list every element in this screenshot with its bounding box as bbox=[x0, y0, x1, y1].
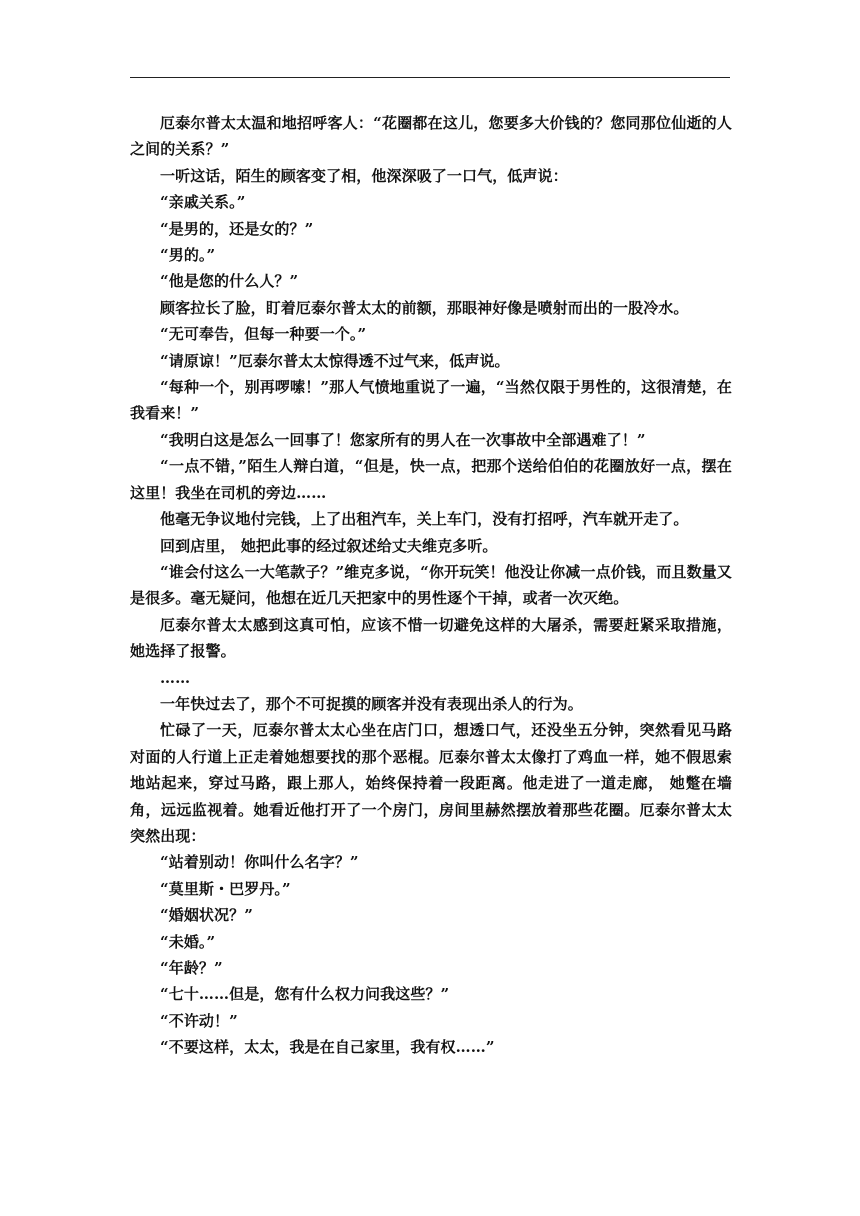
dialogue-line: “不许动！” bbox=[160, 1011, 238, 1030]
dialogue-line: “是男的，还是女的？” bbox=[160, 219, 314, 238]
dialogue-line: “不要这样，太太，我是在自己家里，我有权……” bbox=[160, 1038, 495, 1057]
dialogue-line: “他是您的什么人？” bbox=[160, 272, 299, 291]
story-text bbox=[130, 110, 732, 1061]
dialogue-line: “未婚。” bbox=[160, 932, 216, 951]
ellipsis-break: …… bbox=[160, 668, 191, 687]
dialogue-line: “七十……但是，您有什么权力问我这些？” bbox=[160, 985, 450, 1004]
dialogue-line: “一点不错，”陌生人辩白道，“但是，快一点，把那个送给伯伯的花圈放好一点，摆在这里！我坐在司机的旁边…… bbox=[130, 457, 732, 502]
dialogue-line: “无可奉告，但每一种要一个。” bbox=[160, 325, 367, 344]
dialogue-line: “婚姻状况？” bbox=[160, 906, 253, 925]
dialogue-line: “年龄？” bbox=[160, 959, 223, 977]
paragraph: 忙碌了一天，厄泰尔普太太心坐在店门口，想透口气，还没坐五分钟，突然看见马路对面的人行道上正走着她想要找的那个恶棍。厄泰尔普太太像打了鸡血一样，她不假思索地站起来，穿过马路，跟上那人，始终保持着一段距离。他走进了一道走廊， 她蹩在墙角，远远监视着。她看近他打开了一个房门，房间里赫然摆放着那些花圈。厄泰尔普太太突然出现： bbox=[130, 721, 732, 845]
dialogue-line: “谁会付这么一大笔款子？”维克多说，“你开玩笑！他没让你减一点价钱，而且数量又是很多。毫无疑问，他想在近几天把家中的男性逐个干掉，或者一次灭绝。 bbox=[130, 562, 732, 608]
dialogue-line: “男的。” bbox=[160, 246, 216, 265]
paragraph: 回到店里， 她把此事的经过叙述给丈夫维克多听。 bbox=[160, 536, 498, 555]
paragraph: 一年快过去了，那个不可捉摸的顾客并没有表现出杀人的行为。 bbox=[160, 694, 583, 713]
dialogue-line: “每种一个，别再啰嗦！”那人气愤地重说了一遍，“当然仅限于男性的，这很清楚，在我看来！” bbox=[130, 378, 732, 423]
dialogue-line: “我明白这是怎么一回事了！您家所有的男人在一次事故中全部遇难了！” bbox=[160, 430, 646, 449]
dialogue-line: “亲戚关系。” bbox=[160, 193, 246, 212]
paragraph: 厄泰尔普太太感到这真可怕，应该不惜一切避免这样的大屠杀，需要赶紧采取措施，她选择了报警。 bbox=[130, 615, 732, 661]
paragraph: 他毫无争议地付完钱，上了出租汽车，关上车门，没有打招呼，汽车就开走了。 bbox=[160, 510, 689, 529]
paragraph: 一听这话，陌生的顾客变了相，他深深吸了一口气，低声说： bbox=[160, 166, 568, 185]
dialogue-line: “请原谅！”厄泰尔普太太惊得透不过气来，低声说。 bbox=[160, 351, 510, 370]
dialogue-line: “站着别动！你叫什么名字？” bbox=[160, 853, 359, 872]
paragraph: 厄泰尔普太太温和地招呼客人：“花圈都在这儿，您要多大价钱的？您同那位仙逝的人之间的关系？” bbox=[130, 114, 732, 159]
dialogue-line: “莫里斯・巴罗丹。” bbox=[160, 879, 291, 898]
paragraph: 顾客拉长了脸，盯着厄泰尔普太太的前额，那眼神好像是喷射而出的一股冷水。 bbox=[160, 298, 689, 317]
header-rule bbox=[130, 77, 730, 78]
